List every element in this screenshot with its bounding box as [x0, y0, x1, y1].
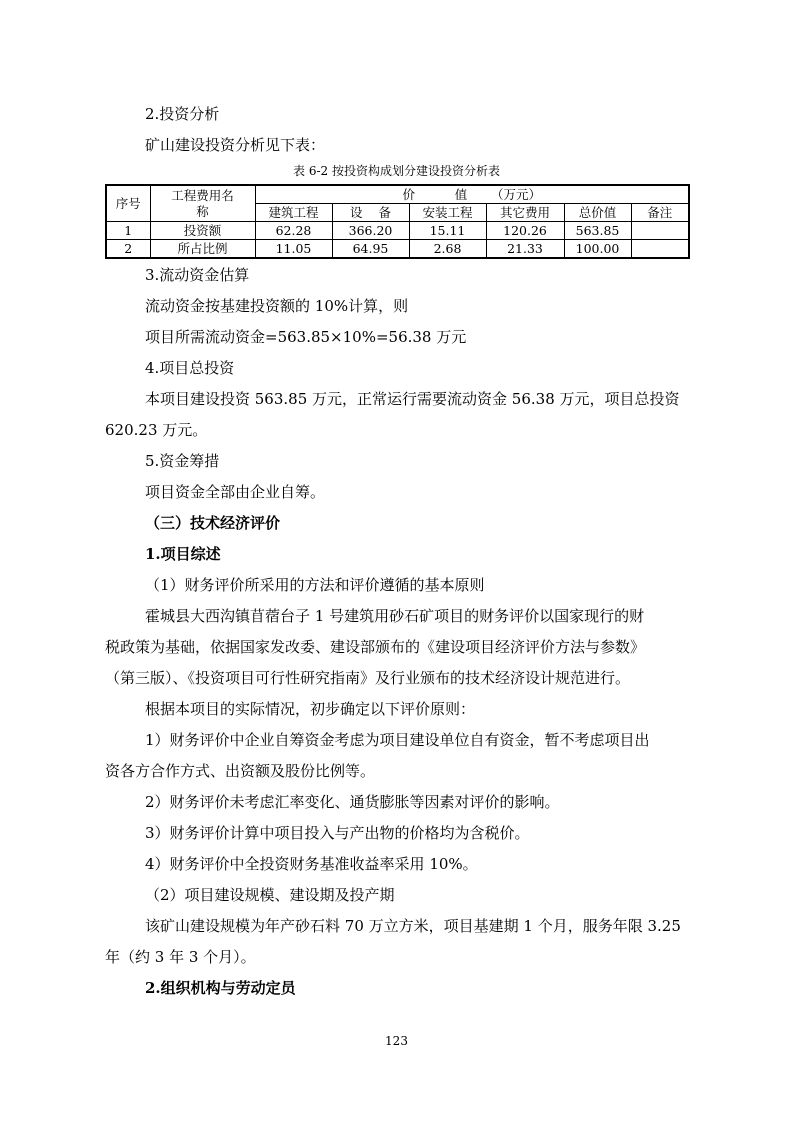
paragraph-1-line3: （第三版）、《投资项目可行性研究指南》及行业颁布的技术经济设计规范进行。	[105, 669, 631, 687]
header-item-name-line2: 称	[196, 203, 209, 219]
section-2-intro: 矿山建设投资分析见下表：	[145, 136, 326, 154]
table-cell: 100.00	[564, 240, 631, 259]
table-cell: 563.85	[564, 222, 631, 240]
column-header: 其它费用	[486, 204, 564, 222]
section-5-paragraph: 项目资金全部由企业自筹。	[145, 483, 326, 501]
section-3-paragraph: 流动资金按基建投资额的 10%计算，则	[145, 297, 409, 315]
table-cell: 11.05	[255, 240, 332, 259]
page-number: 123	[385, 1034, 408, 1048]
paragraph-3-line2: 年（约 3 年 3 个月）。	[105, 948, 256, 966]
section-4-paragraph-line1: 本项目建设投资 563.85 万元，正常运行需要流动资金 56.38 万元，项目总投资	[145, 390, 680, 408]
column-header: 安装工程	[409, 204, 486, 222]
table-cell: 120.26	[486, 222, 564, 240]
part-3-heading: （三）技术经济评价	[145, 514, 281, 532]
table-cell: 2.68	[409, 240, 486, 259]
organization-heading: 2.组织机构与劳动定员	[145, 979, 296, 997]
table-cell: 21.33	[486, 240, 564, 259]
project-overview-heading: 1.项目综述	[145, 545, 221, 563]
investment-table	[105, 184, 690, 259]
paragraph-3-line1: 该矿山建设规模为年产砂石料 70 万立方米，项目基建期 1 个月，服务年限 3.25	[145, 917, 681, 935]
principle-3: 3）财务评价计算中项目投入与产出物的价格均为含税价。	[145, 824, 530, 842]
principle-1-line1: 1）财务评价中企业自筹资金考虑为项目建设单位自有资金，暂不考虑项目出	[145, 731, 650, 749]
header-value: 价 值 （万元）	[255, 185, 689, 204]
table-cell: 1	[106, 222, 150, 240]
table-cell: 投资额	[150, 222, 255, 240]
paragraph-1-line2: 税政策为基础，依据国家发改委、建设部颁布的《建设项目经济评价方法与参数》	[105, 638, 646, 656]
section-3-formula: 项目所需流动资金=563.85×10%=56.38 万元	[145, 328, 467, 346]
header-item-name	[150, 185, 255, 222]
table-cell: 15.11	[409, 222, 486, 240]
table-caption: 表 6-2 按投资构成划分建设投资分析表	[293, 164, 500, 178]
table-header-row	[106, 185, 689, 204]
column-header: 总价值	[564, 204, 631, 222]
section-2-heading: 2.投资分析	[145, 105, 220, 123]
paragraph-2: 根据本项目的实际情况，初步确定以下评价原则：	[145, 700, 476, 718]
principle-4: 4）财务评价中全投资财务基准收益率采用 10%。	[145, 855, 478, 873]
header-index: 序号	[106, 185, 150, 222]
table-row	[106, 240, 689, 259]
column-header: 建筑工程	[255, 204, 332, 222]
table-cell	[631, 240, 689, 259]
table-cell: 366.20	[332, 222, 409, 240]
section-4-heading: 4.项目总投资	[145, 359, 235, 377]
paragraph-1-line1: 霍城县大西沟镇苜蓿台子 1 号建筑用砂石矿项目的财务评价以国家现行的财	[145, 607, 645, 625]
column-header: 备注	[631, 204, 689, 222]
section-5-heading: 5.资金筹措	[145, 452, 220, 470]
table-row	[106, 222, 689, 240]
section-3-heading: 3.流动资金估算	[145, 266, 250, 284]
subsection-1-heading: （1）财务评价所采用的方法和评价遵循的基本原则	[145, 576, 485, 594]
table-cell	[631, 222, 689, 240]
principle-1-line2: 资各方合作方式、出资额及股份比例等。	[105, 762, 376, 780]
table-cell: 所占比例	[150, 240, 255, 259]
column-header: 设 备	[332, 204, 409, 222]
table-cell: 62.28	[255, 222, 332, 240]
principle-2: 2）财务评价未考虑汇率变化、通货膨胀等因素对评价的影响。	[145, 793, 560, 811]
section-4-paragraph-line2: 620.23 万元。	[105, 421, 208, 439]
header-item-name-line1: 工程费用名	[171, 187, 234, 203]
table-cell: 2	[106, 240, 150, 259]
table-cell: 64.95	[332, 240, 409, 259]
subsection-2-heading: （2）项目建设规模、建设期及投产期	[145, 886, 395, 904]
